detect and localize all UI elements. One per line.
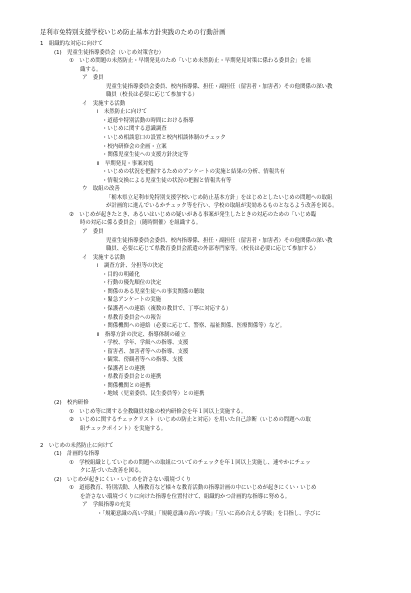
text-line: ・校内研修会の企画・立案 (102, 143, 167, 150)
text-line: 「栃木県立足利市免特別支援学校いじめ防止基本方針」をはじめとしたいじめの問題への取組 (106, 194, 333, 201)
text-line: ・県教育委員会への報告 (102, 314, 162, 321)
text-line: ・観衆、傍観者等への指導、支援 (102, 357, 183, 364)
text-line: が計画的に進んでいるかチェック等を行い、学校の取組が実効あるものとなるよう改善を図る。 (106, 203, 338, 210)
text-line: を許さない環境づくりに向けた指導を位置付けて、組織的かつ計画的な指導に努める。 (80, 493, 291, 500)
text-line: ・「規範意識の高い学級」「規範意識の高い学級」「互いに高め合える学級」を目指し、学びに (97, 511, 321, 518)
text-line: ・保護者との連携 (102, 365, 146, 372)
text-line: ① 学校組織としていじめの問題への取組についてのチェックを年１回以上実施し、速やかにチェッ (69, 459, 311, 466)
blank-line (0, 433, 411, 442)
text-line: ・緊急アンケートの実施 (102, 297, 161, 304)
text-line: ・目的の明確化 (102, 271, 140, 278)
text-line: ア 委員 (82, 75, 104, 82)
text-line: ・留害者、加害者等への指導、支援 (102, 348, 189, 355)
text-line: ① 道徳教育、特別活動、人権教育など様々な教育活動の指導計画の中にいじめが起きにくい・いじめ (69, 485, 317, 492)
text-line: ・情報交換による児童生徒の状況の把握と情報共有等 (102, 177, 232, 184)
text-line: (1) 計画的な指導 (54, 451, 100, 458)
text-line: ・行動の優先順位の決定 (102, 280, 162, 287)
text-line: ア 学級指導の充実 (82, 502, 131, 509)
text-line: ・いじめに関する意識調査 (102, 126, 167, 133)
text-line: ・関係機関への連絡（必要に応じて、警察、福祉関係、医療関係等）など。 (102, 323, 286, 330)
text-line: ① いじめ等に関する全教職員対象の校内研修会を年１回以上実施する。 (69, 408, 247, 415)
text-line: ⅱ 早期発見・事案対処 (97, 160, 154, 167)
text-line: ② いじめが起きたとき、あるいはいじめの疑いがある事案が発生したときの対応のための「いじめ臨 (69, 211, 317, 218)
text-line: 組チェックポイント）を実施する。 (80, 425, 167, 432)
text-line: ・県教育委員会との連携 (102, 374, 162, 381)
text-line: ・関係のある児童生徒への事実関係の聴取 (102, 288, 205, 295)
document-body (0, 40, 411, 519)
text-line: ② いじめに関するチェックリスト（いじめの防止と対応）を用いた自己診断（いじめの問題への取 (69, 417, 311, 424)
text-line: クに基づいた改善を図る。 (80, 468, 145, 475)
text-line: ・いじめの状況を把握するためのアンケートの実施と結果の分析、情報共有 (102, 169, 285, 176)
text-line: ・いじめ相談窓口の設置と校内相談体制のチェック (102, 135, 226, 142)
text-line: 織する。 (80, 66, 102, 73)
text-line: 児童生徒指導委員会委員、校内指導係、担任・副担任（留害者・加害者）その他関係の深い教 (106, 83, 333, 90)
text-line: ・関係機関との連携 (102, 382, 151, 389)
text-line: 時の対応に係る委員会」（随時開催）を組織する。 (80, 220, 202, 227)
document-title: 足利市免特別支援学校いじめ防止基本方針実践のための行動計画 (40, 29, 226, 36)
text-line: イ 実施する活動 (82, 254, 126, 261)
text-line: ・保護者への連絡（複数の教員で、丁寧に対応する） (102, 305, 232, 312)
text-line: ア 委員 (82, 229, 104, 236)
text-line: 職員（校長は必要に応じて参加する） (106, 92, 198, 99)
text-line: ⅰ 未然防止に向けて (97, 109, 148, 116)
text-line: 2 いじめの未然防止に向けて (40, 442, 114, 449)
text-line: ・地域（児童委員、民生委員等）との連携 (102, 391, 205, 398)
text-line: 1 組織的な対応に向けて (40, 41, 103, 47)
text-line: ・道徳や特別活動の時間における指導 (102, 117, 194, 124)
text-line: ウ 取組の改善 (82, 186, 120, 193)
text-line: 児童生徒指導委員会委員、校内指導係、担任・副担任（留害者・加害者）その他関係の深い教 (106, 237, 333, 244)
text-line: 職員、必要に応じて県教育委員会派遣の外部専門家等。（校長は必要に応じて参加する） (106, 246, 319, 253)
text-line: ・学校、学年、学級への指導、支援 (102, 340, 189, 347)
text-line: ⅱ 指導方針の決定、指導体制の確立 (97, 331, 186, 338)
text-line: (2) いじめが起きにくい・いじめを許さない環境づくり (54, 476, 192, 483)
text-line: ⅰ 調査方針、分担等の決定 (97, 263, 164, 270)
text-line: (1) 児童生徒指導委員会（いじめ対策含む） (54, 49, 165, 56)
text-line: イ 実施する活動 (82, 100, 126, 107)
text-line: ・関係児童生徒への支援方針決定等 (102, 152, 189, 159)
text-line: (2) 校内研修 (54, 399, 89, 406)
text-line: ① いじめ問題の未然防止・早期発見のため「いじめ未然防止・早期発見対策に係わる委員会」を組 (69, 58, 312, 65)
